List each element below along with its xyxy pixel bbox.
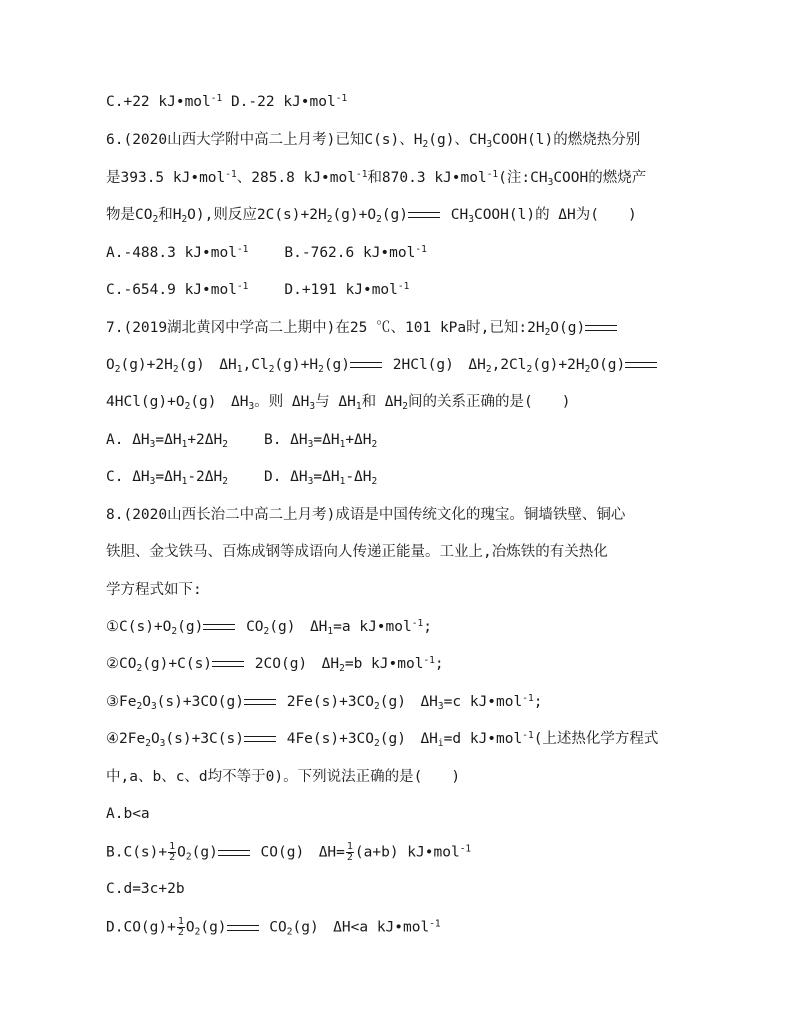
reaction-arrow-icon [244,699,276,705]
q7-stem-line1: 7.(2019湖北黄冈中学高二上期中)在25 ℃、101 kPa时,已知$:2H_2O(g)$ [106,318,619,338]
q7-stem-line2: $O_2(g)+2H_2(g)$ $\Delta H_1,Cl_2(g)+H_2(g)$ 2HCl(g) $\Delta H_2,2Cl_2(g)+2H_2O(g)$ [106,355,659,375]
q7-stem-line3: $4HCl(g)+O_2(g)$ $\Delta H_3$。则 $\Delta H_3$与 $\Delta H_1$和 $\Delta H_2$间的关系正确的是( ) [106,394,571,412]
q8-stem-line2: 铁胆、金戈铁马、百炼成钢等成语向人传递正能量。工业上,冶炼铁的有关热化 [106,544,608,560]
reaction-arrow-icon [203,624,235,630]
fraction-one-half: $\frac{1}{2}$ [169,841,176,863]
q8-equation-3: $③Fe_2O_3(s)+3CO(g)$ $2Fe(s)+3CO_2(g)$ $\Delta H_3=c$ kJ•mol$^{-1}$; [106,693,543,712]
q6-stem-line2: 是393.5 kJ•mol$^{-1}$、285.8 kJ•mol$^{-1}$和870.3 kJ•mol$^{-1}$(注$:CH_3COOH$的燃烧产 [106,169,647,188]
q8-equation-1: $①C(s)+O_2(g)$ $CO_2(g)$ $\Delta H_1=a$ kJ•mol$^{-1}$; [106,618,432,637]
reaction-arrow-icon [227,925,259,931]
q8-option-b: B.C(s)+ $\frac{1}{2}$ $O_2(g)$ CO(g) ΔH= $\frac{1}{2}$ (a+b) kJ•mol$^{-1}$ [106,841,472,863]
q8-equation-2: $②CO_2(g)+C(s)$ 2CO(g) $\Delta H_2=b$ kJ•mol$^{-1}$; [106,655,444,674]
q6-stem-line1: 6.(2020山西大学附中高二上月考)已知C(s)、$H_2(g)$、$CH_3COOH(l)$的燃烧热分别 [106,132,641,150]
reaction-arrow-icon [625,362,657,368]
reaction-arrow-icon [408,212,440,218]
reaction-arrow-icon [244,736,276,742]
q8-stem-line1: 8.(2020山西长治二中高二上月考)成语是中国传统文化的瑰宝。铜墙铁壁、铜心 [106,507,626,523]
q8-stem-line3: 学方程式如下: [106,582,202,598]
q7-options-cd: C. $\Delta H_3=\Delta H_1-2\Delta H_2$ D. $\Delta H_3=\Delta H_1-\Delta H_2$ [106,469,378,487]
reaction-arrow-icon [218,850,250,856]
reaction-arrow-icon [212,661,244,667]
q6-stem-line3: 物是$CO_2$和$H_2O$),则反应$2C(s)+2H_2(g)+O_2(g)$ $CH_3COOH(l)$的 ΔH为( ) [106,207,637,225]
reaction-arrow-icon [585,325,617,331]
q7-options-ab: A. $\Delta H_3=\Delta H_1+2\Delta H_2$ B. $\Delta H_3=\Delta H_1+\Delta H_2$ [106,432,378,450]
reaction-arrow-icon [350,362,382,368]
fraction-one-half: $\frac{1}{2}$ [346,841,353,863]
q8-stem-line4: 中,a、b、c、d均不等于0)。下列说法正确的是( ) [106,769,461,785]
q8-option-a: A.b<a [106,806,150,822]
q8-option-d: D.CO(g)+ $\frac{1}{2}$ $O_2(g)$ $CO_2(g)$ ΔH<a kJ•mol$^{-1}$ [106,916,441,938]
q6-options-cd: C.-654.9 kJ•mol$^{-1}$ D.+191 kJ•mol$^{-1}$ [106,281,410,298]
q8-option-c: C.d=3c+2b [106,881,185,897]
q6-options-ab: A.-488.3 kJ•mol$^{-1}$ B.-762.6 kJ•mol$^{-1}$ [106,244,427,261]
q5-options-cd: C.+22 kJ•mol$^{-1}$ D.-22 kJ•mol$^{-1}$ [106,93,348,110]
q8-equation-4: $④2Fe_2O_3(s)+3C(s)$ $4Fe(s)+3CO_2(g)$ $\Delta H_i=d$ kJ•mol$^{-1}$(上述热化学方程式 [106,730,659,749]
fraction-one-half: $\frac{1}{2}$ [177,916,184,938]
